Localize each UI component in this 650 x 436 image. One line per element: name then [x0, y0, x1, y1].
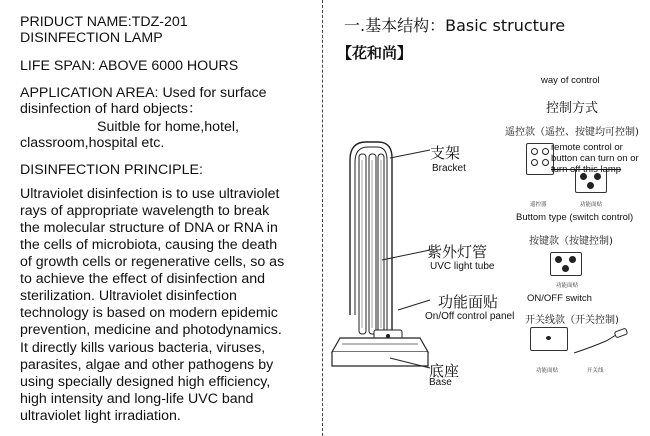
- application-line-4: classroom,hospital etc.: [20, 135, 165, 151]
- control-way-en: way of control: [541, 75, 600, 86]
- tube-label-en: UVC light tube: [430, 261, 495, 272]
- principle-line: Ultraviolet disinfection is to use ultraviolet: [20, 186, 280, 202]
- panel-button-icon: [569, 256, 576, 263]
- principle-line: parasites, algae and other pathogens by: [20, 357, 274, 373]
- principle-line: the molecular structure of DNA or RNA in: [20, 220, 278, 236]
- callout-lines: [360, 140, 435, 380]
- principle-line: the cells of microbiota, causing the death: [20, 237, 278, 253]
- remote-button-icon: [542, 159, 549, 166]
- panel-button-icon: [546, 336, 551, 340]
- base-label-en: Base: [429, 377, 452, 388]
- panel-button-icon: [562, 265, 569, 272]
- principle-line: rays of appropriate wavelength to break: [20, 203, 270, 219]
- switch-cable-caption: 开关线: [587, 368, 604, 374]
- principle-line: of growth cells or regenerative cells, so as: [20, 254, 285, 270]
- life-span: LIFE SPAN: ABOVE 6000 HOURS: [20, 58, 239, 74]
- button-panel-caption: 功能面贴: [556, 283, 579, 289]
- panel-label-en: On/Off control panel: [425, 311, 515, 322]
- section-title: 一.基本结构：Basic structure: [344, 16, 566, 35]
- remote-desc-2: button can turn on or: [551, 153, 639, 164]
- principle-line: sterilization. Ultraviolet disinfection: [20, 288, 237, 304]
- principle-line: high intensity and long-life UVC band: [20, 391, 254, 407]
- remote-button-icon: [531, 148, 538, 155]
- bracket-label-cn: 支架: [430, 144, 461, 162]
- bracket-label-en: Bracket: [432, 163, 466, 174]
- button-panel-image: [550, 252, 582, 276]
- product-type: DISINFECTION LAMP: [20, 30, 163, 46]
- principle-heading: DISINFECTION PRINCIPLE:: [20, 162, 203, 178]
- panel-caption: 功能面贴: [580, 202, 603, 208]
- remote-desc-3: turn off this lamp: [551, 164, 622, 175]
- principle-line: using specially designed high efficiency,: [20, 374, 271, 390]
- application-line-3: Suitble for home,hotel,: [97, 119, 239, 135]
- product-name: PRIDUCT NAME:TDZ-201: [20, 14, 188, 30]
- panel-button-icon: [555, 256, 562, 263]
- switch-panel-caption: 功能面贴: [536, 368, 559, 374]
- principle-line: prevention, medicine and photodynamics.: [20, 322, 282, 338]
- remote-desc-1: remote control or: [551, 142, 623, 153]
- remote-type-cn: 遥控款（遥控、按键均可控制): [505, 127, 639, 138]
- remote-button-icon: [531, 159, 538, 166]
- panel-button-icon: [587, 182, 594, 189]
- principle-line: to achieve the effect of disinfection and: [20, 271, 266, 287]
- remote-control-image: [526, 143, 554, 175]
- brand-name: 【花和尚】: [337, 44, 413, 62]
- principle-line: ultraviolet light irradiation.: [20, 408, 181, 424]
- switch-panel-image: [530, 327, 568, 351]
- panel-label-cn: 功能面贴: [438, 293, 499, 311]
- base-label-cn: 底座: [429, 362, 460, 380]
- application-line-1: APPLICATION AREA: Used for surface: [20, 85, 267, 101]
- remote-caption: 遥控器: [530, 202, 547, 208]
- switch-cable-image: [572, 327, 632, 357]
- principle-line: technology is based on modern epidemic: [20, 305, 278, 321]
- principle-line: It directly kills various bacteria, viruses,: [20, 340, 266, 356]
- column-divider: [322, 0, 323, 436]
- button-type-en: Buttom type (switch control): [516, 212, 634, 223]
- button-type-cn: 按键款（按键控制): [529, 236, 613, 247]
- switch-type-cn: 开关线款（开关控制): [525, 315, 619, 326]
- tube-label-cn: 紫外灯管: [427, 243, 488, 261]
- control-way-cn: 控制方式: [546, 101, 599, 116]
- application-line-2: disinfection of hard objects：: [20, 101, 203, 117]
- remote-button-icon: [542, 148, 549, 155]
- switch-type-en: ON/OFF switch: [527, 293, 592, 304]
